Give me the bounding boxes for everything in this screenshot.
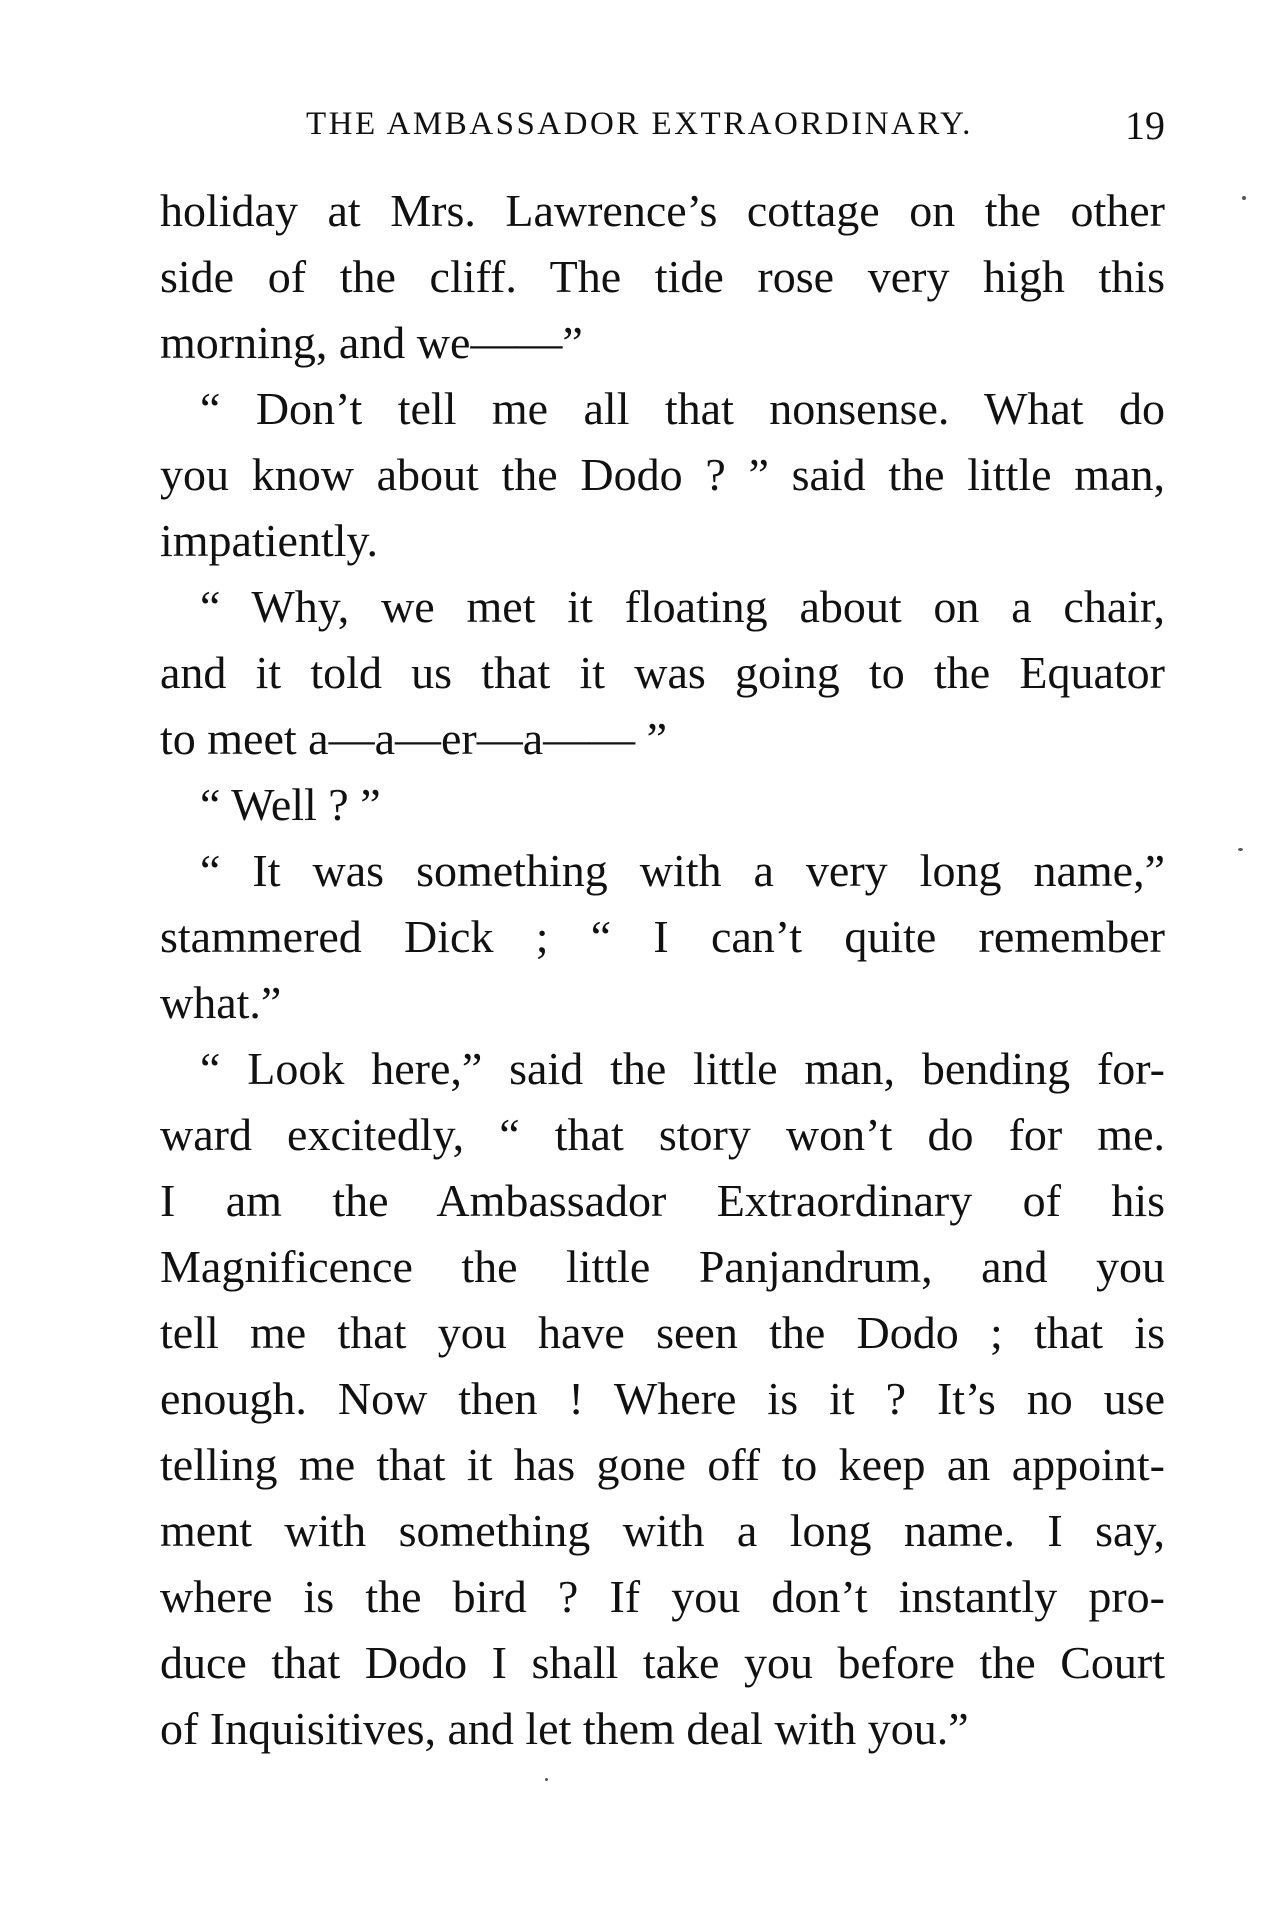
text-line: “ Look here,” said the little man, bending for- <box>200 1043 1165 1094</box>
text-line: stammered Dick ; “ I can’t quite remember <box>160 911 1165 962</box>
text-line: what.” <box>160 977 282 1028</box>
paper-speck <box>1242 196 1246 200</box>
text-line: duce that Dodo I shall take you before the Court <box>160 1637 1165 1688</box>
text-line: impatiently. <box>160 515 379 566</box>
text-line: “ Don’t tell me all that nonsense. What do <box>200 383 1165 434</box>
text-line: “ Well ? ” <box>200 779 381 830</box>
running-title: THE AMBASSADOR EXTRAORDINARY. <box>306 106 973 142</box>
text-line: holiday at Mrs. Lawrence’s cottage on the other <box>160 185 1165 236</box>
text-line: morning, and we——” <box>160 317 583 368</box>
text-line: where is the bird ? If you don’t instantly pro- <box>160 1571 1165 1622</box>
body-text <box>160 178 1165 1762</box>
text-line: tell me that you have seen the Dodo ; that is <box>160 1307 1165 1358</box>
text-line: “ It was something with a very long name,” <box>200 845 1165 896</box>
text-line: “ Why, we met it floating about on a chair, <box>200 581 1165 632</box>
text-line: ward excitedly, “ that story won’t do for me. <box>160 1109 1165 1160</box>
text-line: I am the Ambassador Extraordinary of his <box>160 1175 1165 1226</box>
paper-speck <box>1238 848 1243 851</box>
text-line: of Inquisitives, and let them deal with you.” <box>160 1703 969 1754</box>
text-line: telling me that it has gone off to keep an appoint- <box>160 1439 1165 1490</box>
text-line: you know about the Dodo ? ” said the little man, <box>160 449 1165 500</box>
text-line: enough. Now then ! Where is it ? It’s no use <box>160 1373 1165 1424</box>
page-number: 19 <box>1125 103 1165 148</box>
text-line: to meet a—a—er—a—— ” <box>160 713 668 764</box>
text-line: and it told us that it was going to the Equator <box>160 647 1165 698</box>
text-line: Magnificence the little Panjandrum, and you <box>160 1241 1165 1292</box>
paper-speck <box>545 1778 548 1781</box>
text-line: side of the cliff. The tide rose very high this <box>160 251 1165 302</box>
running-head <box>160 98 1165 148</box>
text-line: ment with something with a long name. I say, <box>160 1505 1165 1556</box>
